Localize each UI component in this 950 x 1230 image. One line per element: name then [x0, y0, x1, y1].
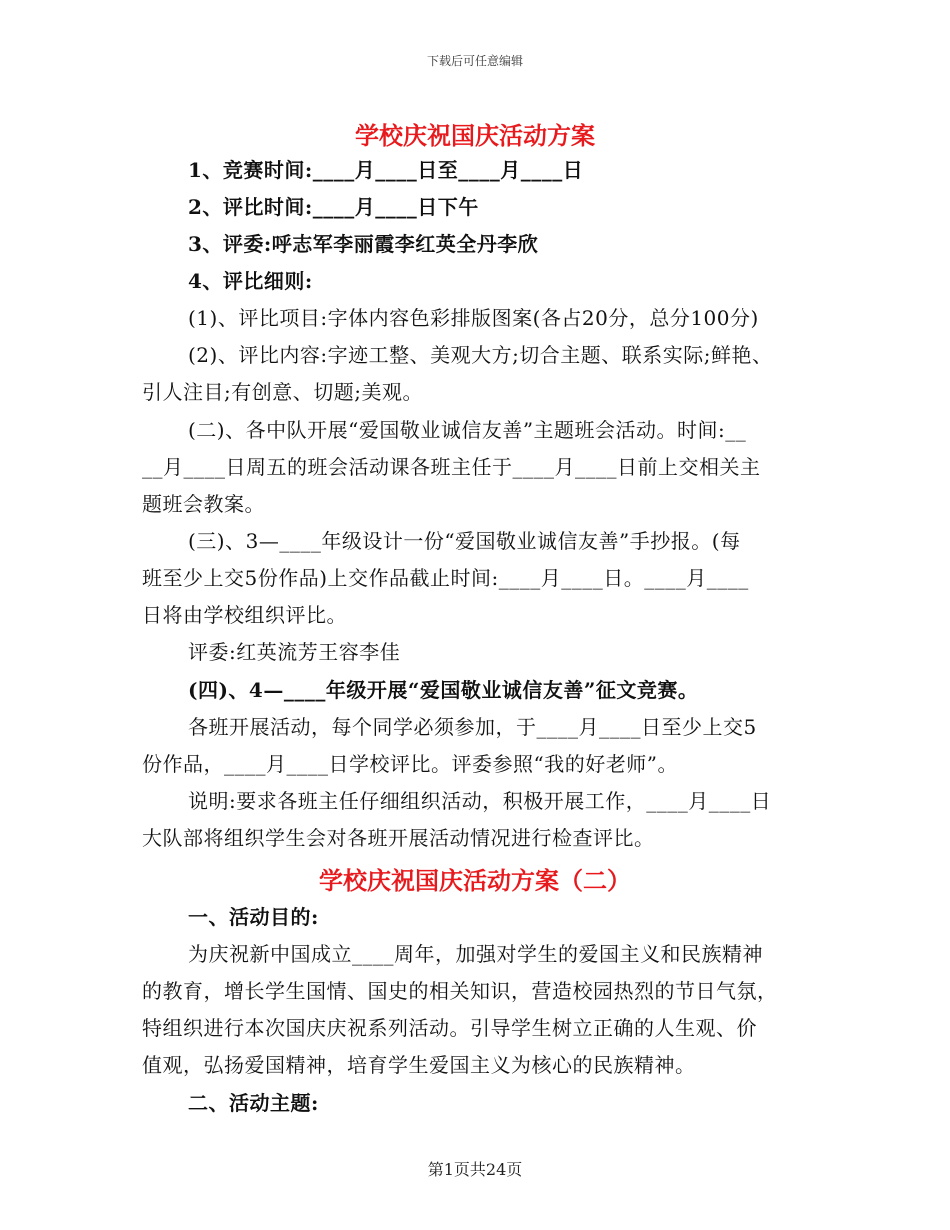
paragraph-line: 大队部将组织学生会对各班开展活动情况进行检查评比。: [142, 826, 655, 850]
paragraph-line: 各班开展活动，每个同学必须参加，于____月____日至少上交5: [188, 715, 757, 739]
paragraph-line: (三)、3—____年级设计一份“爱国敬业诚信友善”手抄报。(每: [188, 529, 741, 553]
paragraph-line: (四)、4—____年级开展“爱国敬业诚信友善”征文竞赛。: [188, 678, 699, 702]
paragraph-line: __月____日周五的班会活动课各班主任于____月____日前上交相关主: [142, 455, 761, 479]
paragraph-line: (1)、评比项目:字体内容色彩排版图案(各占20分，总分100分): [188, 306, 759, 330]
section-heading: 一、活动目的:: [188, 905, 319, 929]
document-title: 学校庆祝国庆活动方案: [355, 121, 595, 150]
paragraph-line: (2)、评比内容:字迹工整、美观大方;切合主题、联系实际;鲜艳、: [188, 343, 773, 367]
paragraph-line: 班至少上交5份作品)上交作品截止时间:____月____日。____月____: [142, 566, 749, 590]
page-header-note: 下载后可任意编辑: [426, 54, 523, 68]
paragraph-line: 4、评比细则:: [188, 269, 313, 293]
paragraph-line: 说明:要求各班主任仔细组织活动，积极开展工作，____月____日: [188, 789, 772, 813]
paragraph-line: 2、评比时间:____月____日下午: [188, 195, 479, 219]
paragraph-line: 1、竞赛时间:____月____日至____月____日: [188, 158, 584, 182]
paragraph-line: 引人注目;有创意、切题;美观。: [142, 380, 423, 404]
paragraph-line: (二)、各中队开展“爱国敬业诚信友善”主题班会活动。时间:__: [188, 418, 747, 442]
paragraph-line: 份作品，____月____日学校评比。评委参照“我的好老师”。: [142, 752, 678, 776]
paragraph-line: 的教育，增长学生国情、国史的相关知识，营造校园热烈的节日气氛，: [142, 979, 778, 1003]
paragraph-line: 日将由学校组织评比。: [142, 603, 347, 627]
paragraph-line: 值观，弘扬爱国精神，培育学生爱国主义为核心的民族精神。: [142, 1053, 696, 1077]
paragraph-line: 3、评委:呼志军李丽霞李红英全丹李欣: [188, 232, 539, 256]
paragraph-line: 为庆祝新中国成立____周年，加强对学生的爱国主义和民族精神: [188, 942, 763, 966]
paragraph-line: 题班会教案。: [142, 492, 265, 516]
section-title: 学校庆祝国庆活动方案（二）: [319, 866, 631, 895]
page-number: 第1页共24页: [427, 1160, 523, 1179]
section-heading: 二、活动主题:: [188, 1091, 319, 1115]
paragraph-line: 评委:红英流芳王容李佳: [188, 640, 401, 664]
paragraph-line: 特组织进行本次国庆庆祝系列活动。引导学生树立正确的人生观、价: [142, 1016, 757, 1040]
